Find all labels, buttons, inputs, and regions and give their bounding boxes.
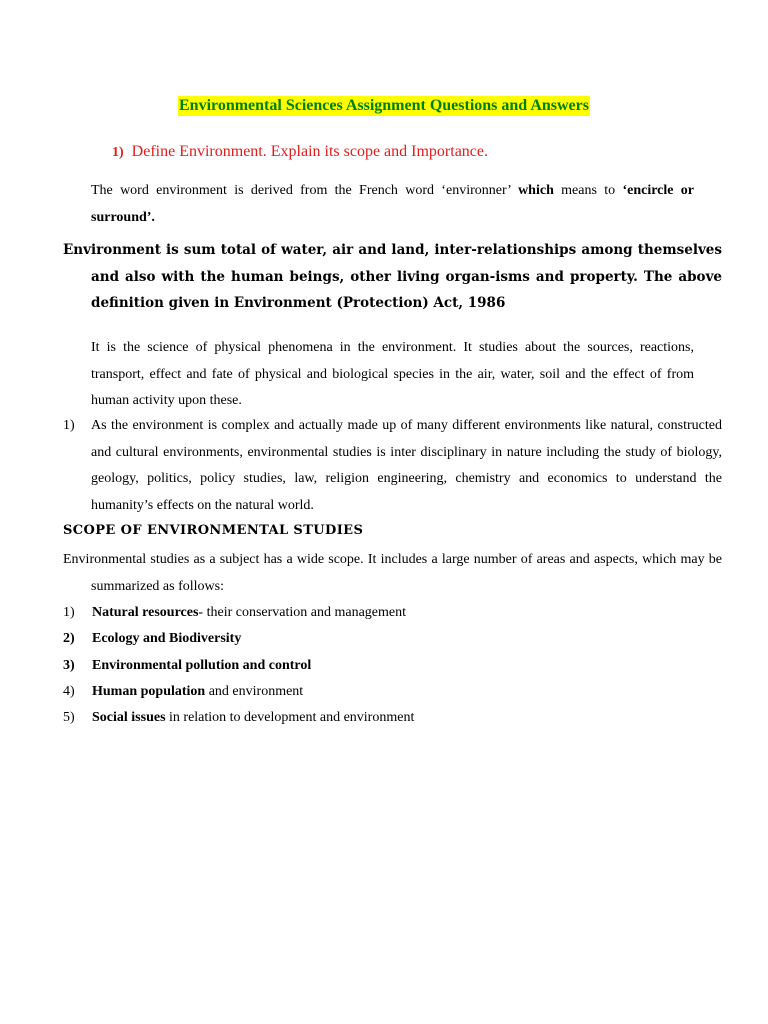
- list-number: 1): [63, 605, 75, 620]
- list-bold-label: Ecology and Biodiversity: [92, 631, 242, 646]
- list-rest-text: and environment: [205, 684, 304, 699]
- point-1-paragraph: [63, 413, 722, 519]
- scope-intro-paragraph: Environmental studies as a subject has a wide scope. It includes a large number of areas and aspects, which may be summarized as follows:: [63, 552, 722, 594]
- science-paragraph: It is the science of physical phenomena in the environment. It studies about the sources, reactions, transport, effect and fate of physical and biological species in the air, water, soil and the effect of from human activity upon these.: [91, 340, 694, 408]
- question-number: 1): [112, 145, 124, 160]
- intro-paragraph: [91, 178, 694, 231]
- intro-text-1: The word environment is derived from the French word ‘environner’: [91, 183, 519, 198]
- scope-list-item: [63, 681, 303, 703]
- point-1-number: 1): [63, 418, 75, 433]
- question-heading: [112, 141, 488, 164]
- scope-list-item: [63, 655, 311, 677]
- list-number: 2): [63, 631, 75, 646]
- list-rest-text: in relation to development and environment: [165, 710, 415, 725]
- list-bold-label: Natural resources: [92, 605, 199, 620]
- list-bold-label: Environmental pollution and control: [92, 658, 312, 673]
- list-bold-label: Human population: [92, 684, 206, 699]
- list-number: 5): [63, 710, 75, 725]
- document-title: Environmental Sciences Assignment Questions and Answers: [179, 97, 589, 114]
- scope-list-item: [63, 602, 406, 624]
- intro-bold-encircle: ‘encircle or surround’.: [91, 183, 694, 225]
- scope-list-item: [63, 628, 241, 650]
- point-1-text: As the environment is complex and actually made up of many different environments like natural, constructed and cultural environments, environmental studies is inter disciplinary in nature including the study of biology, geology, politics, policy studies, law, religion engineering, chemistry and economics to understand the humanity’s effects on the natural world.: [91, 418, 722, 513]
- scope-heading: SCOPE OF ENVIRONMENTAL STUDIES: [63, 523, 364, 538]
- intro-text-2: means to: [553, 183, 623, 198]
- intro-bold-which: which: [518, 183, 554, 198]
- definition-paragraph: Environment is sum total of water, air and land, inter-relationships among themselves and also with the human beings, other living organ-isms and property. The above definition given in Environment (Protection) Act, 1986: [63, 242, 722, 311]
- list-bold-label: Social issues: [92, 710, 166, 725]
- question-text: Define Environment. Explain its scope and Importance.: [131, 143, 489, 160]
- list-number: 4): [63, 684, 75, 699]
- list-number: 3): [63, 658, 75, 673]
- scope-list-item: [63, 707, 414, 729]
- title-container: [0, 96, 768, 116]
- list-rest-text: - their conservation and management: [198, 605, 407, 620]
